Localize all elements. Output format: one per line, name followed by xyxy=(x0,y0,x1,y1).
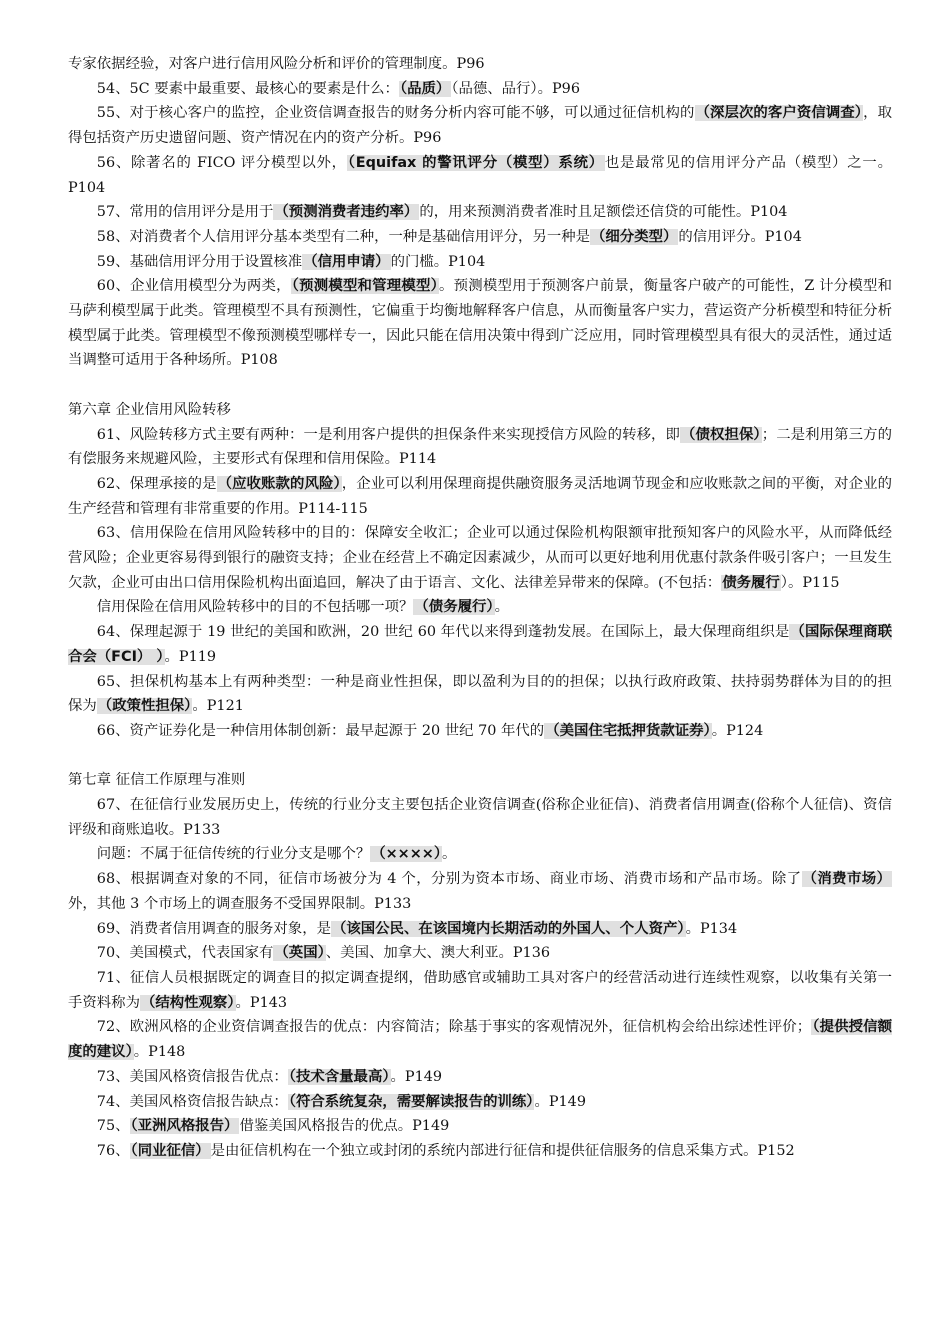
text-run: 70、美国模式，代表国家有 xyxy=(96,945,274,962)
text-run: 55、对于核心客户的监控，企业资信调查报告的财务分析内容可能不够，可以通过征信机构的 xyxy=(96,105,695,122)
text-run: 。P124 xyxy=(711,722,764,739)
paragraph xyxy=(68,941,892,966)
text-run: 。P148 xyxy=(133,1044,186,1061)
highlighted-answer: （信用申请） xyxy=(303,253,390,270)
paragraph xyxy=(68,670,892,719)
paragraph xyxy=(68,867,892,916)
highlighted-answer: （符合系统复杂，需要解读报告的训练） xyxy=(288,1093,534,1110)
text-run: 。P143 xyxy=(235,994,288,1011)
text-run: ，取得包括资产历史遗留问题、资产情况在内的资产分析。P96 xyxy=(68,105,892,147)
highlighted-answer: （预测消费者违约率） xyxy=(274,204,419,221)
text-run: 59、基础信用评分用于设置核准 xyxy=(96,253,303,270)
text-run: 63、信用保险在信用风险转移中的目的：保障安全收汇；企业可以通过保险机构限额审批预知客户的风险水平，从而降低经营风险；企业更容易得到银行的融资支持；企业在经营上不确定因素减少，从而可以更好地利用优惠付款条件吸引客户；一旦发生欠款，企业可由出口信用保险机构出面追回，解决了由于语言、文化、法律差异带来的保障。(不包括： xyxy=(68,525,892,591)
text-run: 的，用来预测消费者准时且足额偿还信贷的可能性。P104 xyxy=(419,204,788,221)
highlighted-answer: 债务履行 xyxy=(722,574,780,591)
paragraph xyxy=(68,1065,892,1090)
paragraph xyxy=(68,1090,892,1115)
text-run: 69、消费者信用调查的服务对象，是 xyxy=(96,920,331,937)
highlighted-answer: （深层次的客户资信调查） xyxy=(695,105,863,122)
highlighted-answer: （美国住宅抵押货款证券） xyxy=(545,722,711,739)
text-run: 。预测模型用于预测客户前景，衡量客户破产的可能性，Z 计分模型和马萨利模型属于此类。管理模型不具有预测性，它偏重于均衡地解释客户信息，从而衡量客户实力，营运资产分析模型和特征分析模型属于此类。管理模型不像预测模型哪样专一，因此只能在信用决策中得到广泛应用，同时管理模型具有很大的灵活性，通过适当调整可适用于各种场所。P108 xyxy=(68,278,892,369)
paragraph xyxy=(68,719,892,744)
text-run: 是由征信机构在一个独立或封闭的系统内部进行征信和提供征信服务的信息采集方式。P152 xyxy=(210,1142,795,1159)
document-page xyxy=(68,52,892,1164)
text-run: 61、风险转移方式主要有两种：一是利用客户提供的担保条件来实现授信方风险的转移，即 xyxy=(96,426,681,443)
text-run: 66、资产证券化是一种信用体制创新：最早起源于 20 世纪 70 年代的 xyxy=(96,722,545,739)
paragraph xyxy=(68,101,892,150)
text-run: 68、根据调查对象的不同，征信市场被分为 4 个，分别为资本市场、商业市场、消费市场和产品市场。除了 xyxy=(96,871,802,888)
paragraph xyxy=(68,1139,892,1164)
text-run: 73、美国风格资信报告优点： xyxy=(96,1068,288,1085)
text-run: 74、美国风格资信报告缺点： xyxy=(96,1093,288,1110)
text-run: 。P149 xyxy=(390,1068,443,1085)
highlighted-answer: （技术含量最高） xyxy=(288,1068,390,1085)
text-run: 信用保险在信用风险转移中的目的不包括哪一项？ xyxy=(96,599,414,616)
highlighted-answer: （应收账款的风险） xyxy=(217,475,341,492)
highlighted-answer: （国际保理商联合会（FCI） ） xyxy=(68,624,892,665)
text-run: ；二是利用第三方的有偿服务来规避风险，主要形式有保理和信用保险。P114 xyxy=(68,426,892,468)
highlighted-answer: （政策性担保） xyxy=(97,698,192,715)
text-run: 54、5C 要素中最重要、最核心的要素是什么： xyxy=(96,80,399,97)
text-run: 。 xyxy=(494,599,509,616)
text-run: 第七章 征信工作原理与准则 xyxy=(68,772,246,789)
paragraph xyxy=(68,917,892,942)
highlighted-answer: （债务履行） xyxy=(414,599,494,616)
highlighted-answer: （结构性观察） xyxy=(140,994,235,1011)
paragraph xyxy=(68,1114,892,1139)
paragraph xyxy=(68,77,892,102)
text-run: 72、欧洲风格的企业资信调查报告的优点：内容简洁；除基于事实的客观情况外，征信机构会给出综述性评价； xyxy=(96,1019,812,1036)
paragraph xyxy=(68,472,892,521)
paragraph xyxy=(68,620,892,669)
paragraph xyxy=(68,52,892,77)
highlighted-answer: （预测模型和管理模型） xyxy=(291,278,439,295)
paragraph xyxy=(68,151,892,200)
text-run: 65、担保机构基本上有两种类型：一种是商业性担保，即以盈利为目的的担保；以执行政府政策、扶持弱势群体为目的的担保为 xyxy=(68,673,892,715)
paragraph xyxy=(68,842,892,867)
text-run: 。P121 xyxy=(192,698,244,715)
text-run: 67、在征信行业发展历史上，传统的行业分支主要包括企业资信调查(俗称企业征信)、消费者信用调查(俗称个人征信)、资信评级和商账追收。P133 xyxy=(68,797,892,838)
paragraph xyxy=(68,250,892,275)
text-run: ，企业可以利用保理商提供融资服务灵活地调节现金和应收账款之间的平衡，对企业的生产经营和管理有非常重要的作用。P114-115 xyxy=(68,475,893,517)
text-run: 也是最常见的信用评分产品（模型）之一。P104 xyxy=(68,154,892,196)
text-run: 56、除著名的 FICO 评分模型以外， xyxy=(96,154,347,171)
highlighted-answer: （英国） xyxy=(274,945,325,962)
text-run: 75、 xyxy=(96,1118,130,1135)
chapter-heading xyxy=(68,398,892,423)
text-run: 。P134 xyxy=(685,920,738,937)
paragraph xyxy=(68,793,892,842)
chapter-heading xyxy=(68,768,892,793)
text-run: 的信用评分。P104 xyxy=(678,228,802,245)
highlighted-answer: （该国公民、在该国境内长期活动的外国人、个人资产） xyxy=(331,920,685,937)
text-run: 外，其他 3 个市场上的调查服务不受国界限制。P133 xyxy=(68,895,412,912)
text-run: 76、 xyxy=(96,1142,130,1159)
paragraph xyxy=(68,200,892,225)
paragraph xyxy=(68,225,892,250)
text-run: 62、保理承接的是 xyxy=(96,475,217,492)
highlighted-answer: （Equifax 的警讯评分（模型）系统） xyxy=(347,154,604,171)
text-run: 。 xyxy=(442,846,457,863)
text-run: 。P119 xyxy=(164,648,217,665)
paragraph xyxy=(68,521,892,595)
highlighted-answer: （提供授信额度的建议） xyxy=(68,1019,892,1061)
text-run: 、美国、加拿大、澳大利亚。P136 xyxy=(325,945,551,962)
text-run: 60、企业信用模型分为两类， xyxy=(96,278,291,295)
text-run: 64、保理起源于 19 世纪的美国和欧洲，20 世纪 60 年代以来得到蓬勃发展。在国际上，最大保理商组织是 xyxy=(96,624,790,641)
text-run: 的门槛。P104 xyxy=(390,253,486,270)
paragraph xyxy=(68,274,892,373)
highlighted-answer: （消费市场） xyxy=(802,871,891,888)
highlighted-answer: （同业征信） xyxy=(130,1142,210,1159)
text-run: 。P149 xyxy=(534,1093,586,1110)
text-run: 58、对消费者个人信用评分基本类型有二种，一种是基础信用评分，另一种是 xyxy=(96,228,591,245)
text-run: 借鉴美国风格报告的优点。P149 xyxy=(239,1118,450,1135)
text-run: 问题：不属于征信传统的行业分支是哪个？ xyxy=(96,846,371,863)
text-run: 第六章 企业信用风险转移 xyxy=(68,401,231,418)
paragraph xyxy=(68,1015,892,1064)
highlighted-answer: （债权担保） xyxy=(681,426,761,443)
paragraph xyxy=(68,966,892,1015)
text-run: 71、征信人员根据既定的调查目的拟定调查提纲，借助感官或辅助工具对客户的经营活动进行连续性观察，以收集有关第一手资料称为 xyxy=(68,969,892,1011)
text-run: 57、常用的信用评分是用于 xyxy=(96,204,274,221)
text-run: ）。P115 xyxy=(780,574,840,591)
paragraph xyxy=(68,595,892,620)
highlighted-answer: （细分类型） xyxy=(591,228,678,245)
highlighted-answer: （品质） xyxy=(399,80,451,97)
text-run: 专家依据经验，对客户进行信用风险分析和评价的管理制度。P96 xyxy=(68,56,485,72)
paragraph xyxy=(68,423,892,472)
highlighted-answer: （××××） xyxy=(371,846,442,863)
text-run: （品德、品行）。P96 xyxy=(451,80,580,97)
highlighted-answer: （亚洲风格报告） xyxy=(130,1118,239,1135)
